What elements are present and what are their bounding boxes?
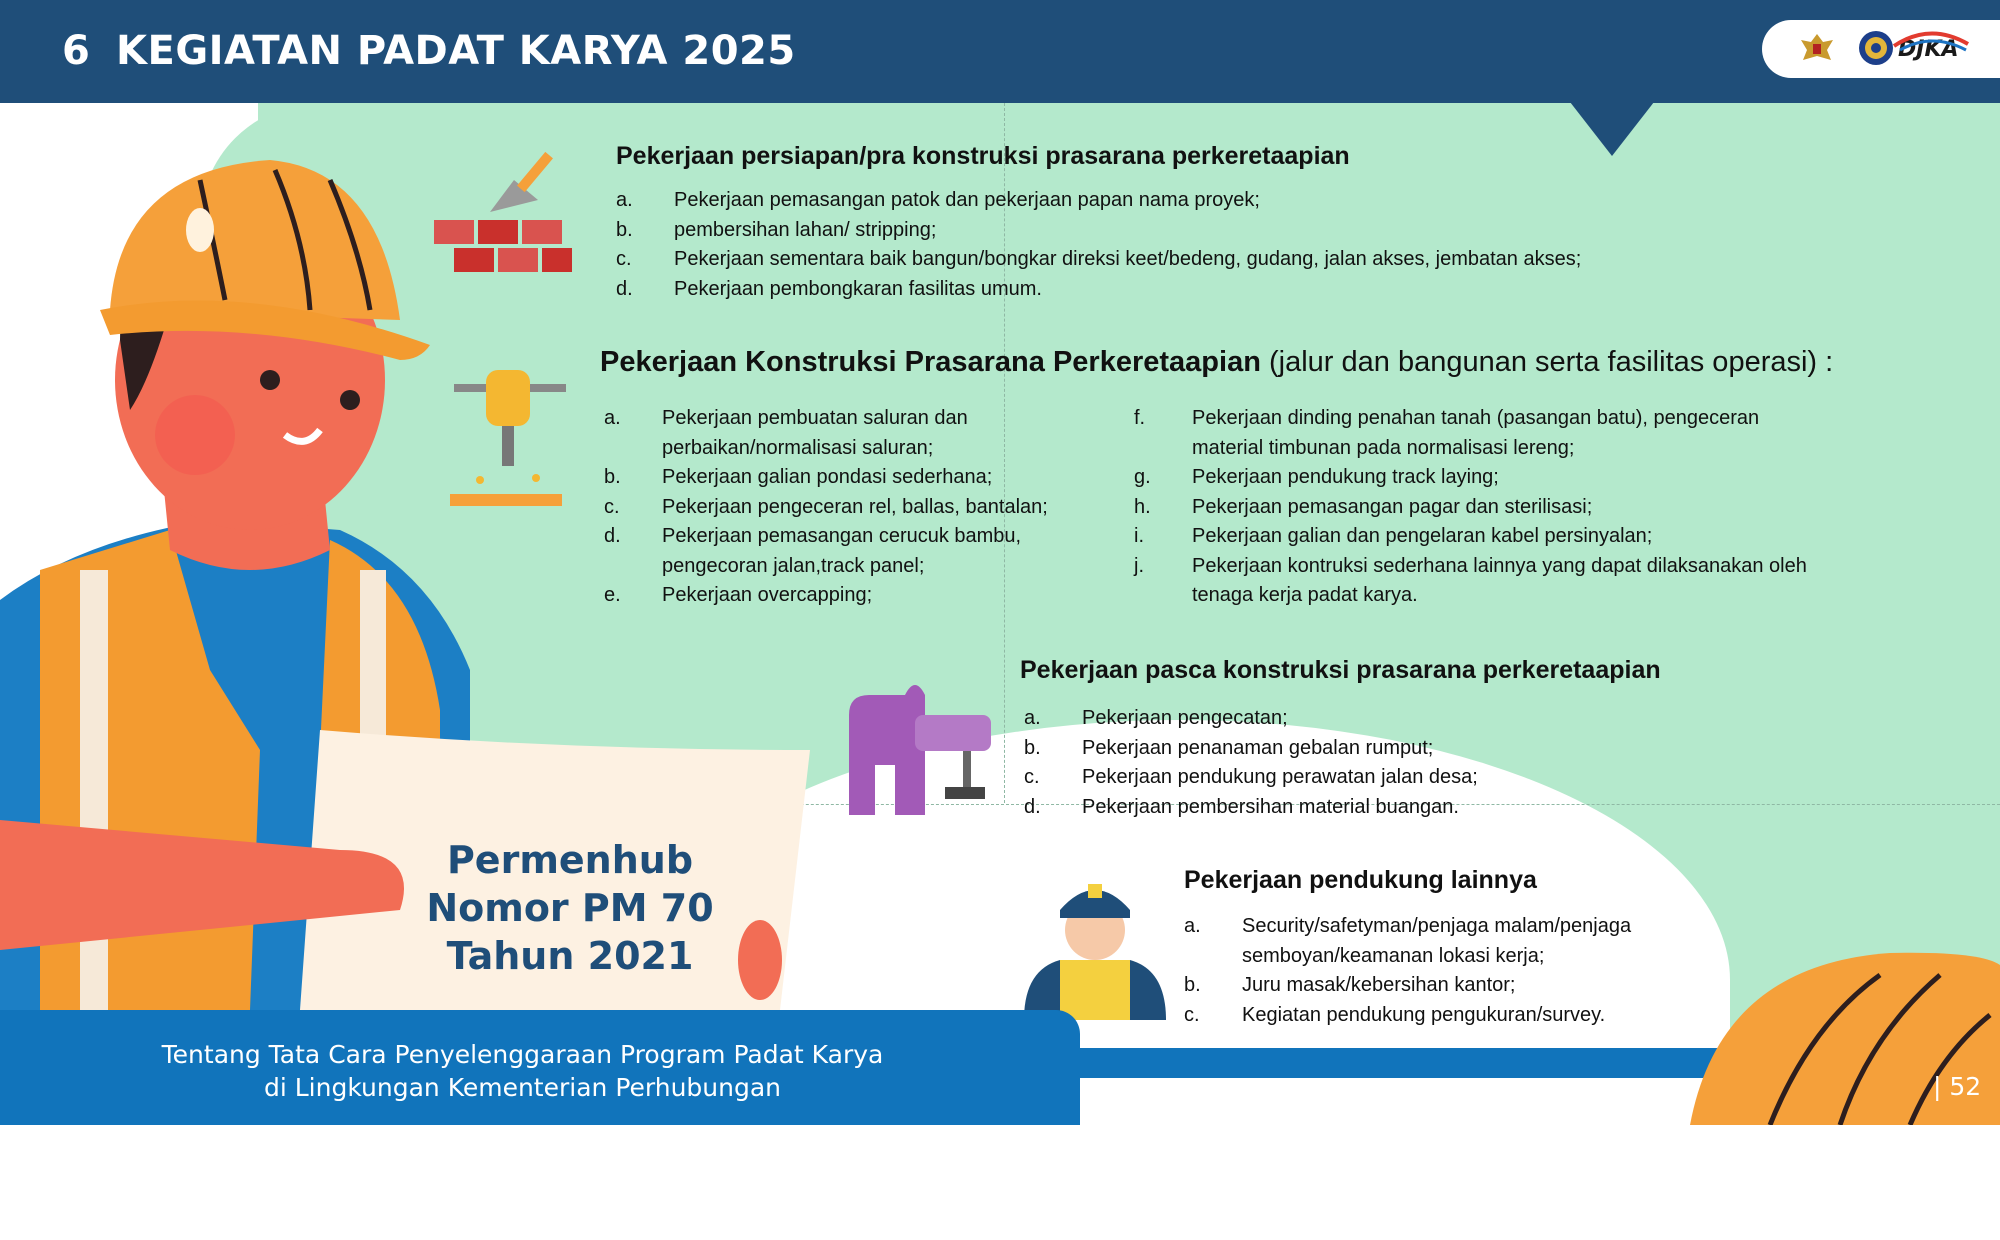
list-item-letter: e.	[604, 584, 621, 606]
list-item	[1024, 793, 1784, 823]
list-item-text: Pekerjaan pengecatan;	[1082, 707, 1288, 729]
list-item-text: Kegiatan pendukung pengukuran/survey.	[1242, 1003, 1606, 1026]
list-item-text: Juru masak/kebersihan kantor;	[1242, 974, 1516, 996]
list-item	[604, 581, 1084, 611]
list-item-text: Pekerjaan pendukung perawatan jalan desa;	[1082, 766, 1478, 788]
list-item-letter: i.	[1134, 525, 1144, 547]
list-item-text: Pekerjaan penanaman gebalan rumput;	[1082, 736, 1434, 759]
list-item	[616, 245, 1816, 275]
list-item-text: Pekerjaan sementara baik bangun/bongkar direksi keet/bedeng, gudang, jalan akses, jembatan akses;	[674, 248, 1582, 270]
list-item-text: Pekerjaan pemasangan pagar dan sterilisasi;	[1192, 495, 1593, 518]
list-item-letter: g.	[1134, 466, 1151, 488]
list-item	[1134, 463, 1814, 493]
list-item-text: Pekerjaan pemasangan cerucuk bambu, pengecoran jalan,track panel;	[662, 525, 1022, 577]
list-item-letter: b.	[616, 218, 633, 241]
list-item-text: Pekerjaan pembuatan saluran dan perbaikan/normalisasi saluran;	[662, 407, 968, 459]
list-item-letter: b.	[1184, 974, 1201, 996]
djka-logo-swoosh-icon	[1890, 28, 1970, 58]
list-item-letter: a.	[616, 189, 633, 211]
list-item-letter: c.	[1184, 1003, 1200, 1026]
list-item	[1024, 704, 1784, 734]
list-item-text: pembersihan lahan/ stripping;	[674, 218, 937, 241]
list-item-text: Pekerjaan pembongkaran fasilitas umum.	[674, 277, 1042, 300]
list-item-letter: c.	[604, 495, 620, 518]
section-pasca-konstruksi-list	[1024, 704, 1784, 822]
section-konstruksi-title-bold: Pekerjaan Konstruksi Prasarana Perkeretaapian	[600, 346, 1261, 378]
list-item-letter: b.	[1024, 736, 1041, 759]
regulation-line-1: Permenhub	[446, 838, 694, 882]
jackhammer-icon	[450, 360, 570, 510]
section-konstruksi-list-right	[1134, 404, 1814, 611]
list-item	[1024, 763, 1784, 793]
djka-logo: DJKA	[1898, 37, 1959, 62]
list-item-text: Pekerjaan galian pondasi sederhana;	[662, 466, 993, 488]
list-item-text: Pekerjaan galian dan pengelaran kabel persinyalan;	[1192, 525, 1653, 547]
list-item-letter: c.	[616, 248, 632, 270]
footer-caption	[80, 1038, 965, 1104]
list-item	[1184, 1001, 1704, 1031]
list-item-letter: h.	[1134, 495, 1151, 518]
footer-line-2: di Lingkungan Kementerian Perhubungan	[263, 1073, 782, 1102]
list-item-text: Pekerjaan pendukung track laying;	[1192, 466, 1499, 488]
list-item	[616, 275, 1816, 305]
list-item-letter: f.	[1134, 407, 1146, 429]
page-number: | 52	[1933, 1072, 1982, 1101]
list-item-letter: d.	[1024, 795, 1041, 818]
section-pra-konstruksi-list	[616, 186, 1816, 304]
list-item	[616, 186, 1816, 216]
section-pra-konstruksi-title: Pekerjaan persiapan/pra konstruksi prasarana perkeretaapian	[616, 142, 1350, 170]
list-item	[616, 216, 1816, 246]
list-item-letter: a.	[604, 407, 621, 429]
regulation-line-3: Tahun 2021	[446, 934, 694, 978]
garuda-emblem-icon	[1796, 28, 1838, 70]
list-item-letter: a.	[1184, 915, 1201, 937]
paint-roller-icon	[845, 675, 1005, 825]
section-konstruksi-title	[600, 346, 1960, 379]
list-item	[1134, 493, 1814, 523]
list-item	[1184, 912, 1704, 971]
list-item	[1134, 552, 1814, 611]
slide-section-number: 6	[62, 28, 90, 74]
list-item-text: Pekerjaan pembersihan material buangan.	[1082, 795, 1459, 818]
section-pendukung-title: Pekerjaan pendukung lainnya	[1184, 866, 1537, 894]
list-item	[1134, 522, 1814, 552]
list-item	[1184, 971, 1704, 1001]
list-item-letter: d.	[616, 277, 633, 300]
list-item-letter: c.	[1024, 766, 1040, 788]
list-item-text: Pekerjaan pengeceran rel, ballas, bantalan;	[662, 495, 1048, 518]
list-item	[1024, 734, 1784, 764]
list-item	[604, 493, 1084, 523]
list-item-text: Pekerjaan overcapping;	[662, 584, 873, 606]
brick-trowel-icon	[430, 140, 590, 290]
list-item-text: Pekerjaan dinding penahan tanah (pasangan batu), pengeceran material timbunan pada normalisasi lereng;	[1192, 407, 1760, 459]
list-item	[604, 522, 1084, 581]
list-item-text: Pekerjaan pemasangan patok dan pekerjaan papan nama proyek;	[674, 189, 1260, 211]
list-item	[1134, 404, 1814, 463]
regulation-caption	[420, 836, 720, 980]
slide-title: KEGIATAN PADAT KARYA 2025	[116, 28, 796, 74]
section-pendukung-list	[1184, 912, 1704, 1030]
footer-line-1: Tentang Tata Cara Penyelenggaraan Program Padat Karya	[161, 1040, 884, 1069]
list-item-letter: b.	[604, 466, 621, 488]
list-item-text: Pekerjaan kontruksi sederhana lainnya yang dapat dilaksanakan oleh tenaga kerja padat karya.	[1192, 554, 1807, 606]
list-item-letter: d.	[604, 525, 621, 547]
section-konstruksi-subtitle: (jalur dan bangunan serta fasilitas operasi) :	[1268, 346, 1834, 378]
list-item	[604, 404, 1084, 463]
section-pasca-konstruksi-title: Pekerjaan pasca konstruksi prasarana perkeretaapian	[1020, 656, 1661, 684]
list-item-text: Security/safetyman/penjaga malam/penjaga semboyan/keamanan lokasi kerja;	[1242, 915, 1632, 967]
section-konstruksi-list-left	[604, 404, 1084, 611]
header-notch	[1570, 102, 1654, 156]
regulation-line-2: Nomor PM 70	[426, 886, 714, 930]
list-item-letter: a.	[1024, 707, 1041, 729]
list-item	[604, 463, 1084, 493]
list-item-letter: j.	[1134, 554, 1144, 577]
security-guard-icon	[1020, 870, 1170, 1020]
